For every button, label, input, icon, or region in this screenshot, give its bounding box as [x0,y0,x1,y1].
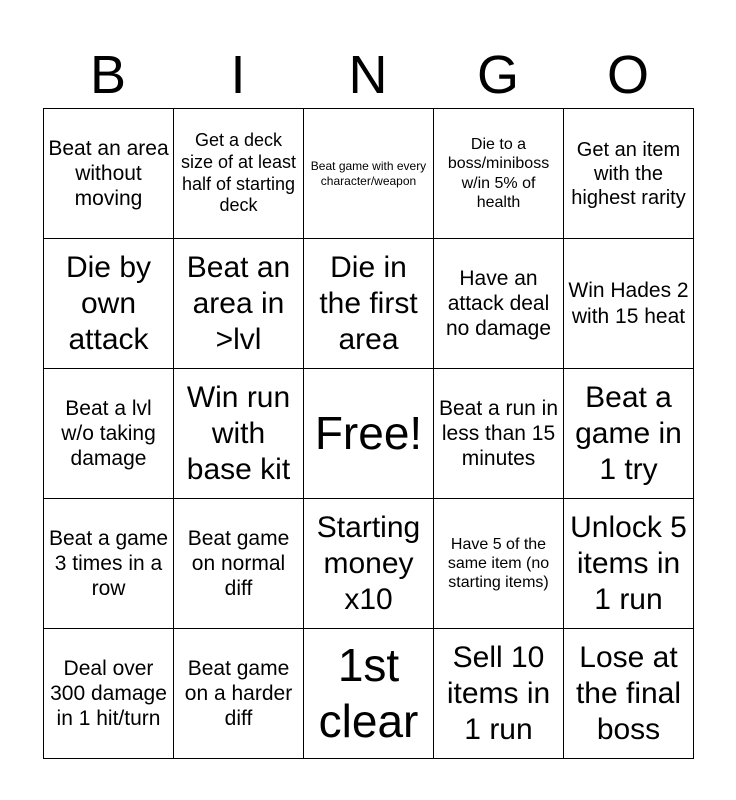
bingo-cell[interactable]: Beat a run in less than 15 minutes [434,369,564,499]
bingo-cell[interactable]: Lose at the final boss [564,629,694,759]
bingo-cell[interactable]: Deal over 300 damage in 1 hit/turn [44,629,174,759]
bingo-header [43,44,693,106]
bingo-cell[interactable]: Beat game on a harder diff [174,629,304,759]
bingo-cell[interactable]: Sell 10 items in 1 run [434,629,564,759]
bingo-row [44,369,694,499]
bingo-row [44,629,694,759]
bingo-cell[interactable]: Get an item with the highest rarity [564,109,694,239]
bingo-cell[interactable]: Beat game with every character/weapon [304,109,434,239]
bingo-cell[interactable]: Starting money x10 [304,499,434,629]
header-letter-n: N [348,45,388,105]
bingo-cell[interactable]: Have an attack deal no damage [434,239,564,369]
bingo-cell[interactable]: Beat game on normal diff [174,499,304,629]
bingo-cell[interactable]: Beat a game in 1 try [564,369,694,499]
bingo-cell[interactable]: Get a deck size of at least half of starting deck [174,109,304,239]
header-letter-o: O [606,45,649,105]
bingo-row [44,109,694,239]
header-letter-b: B [89,45,127,105]
bingo-row [44,499,694,629]
bingo-cell[interactable]: Die in the first area [304,239,434,369]
bingo-cell[interactable]: Win run with base kit [174,369,304,499]
bingo-cell[interactable]: 1st clear [304,629,434,759]
bingo-cell[interactable]: Die by own attack [44,239,174,369]
bingo-cell[interactable]: Free! [304,369,434,499]
bingo-cell[interactable]: Beat a game 3 times in a row [44,499,174,629]
bingo-cell[interactable]: Beat an area in >lvl [174,239,304,369]
bingo-grid [43,108,694,759]
bingo-row [44,239,694,369]
header-letter-i: I [230,45,246,105]
bingo-cell[interactable]: Win Hades 2 with 15 heat [564,239,694,369]
header-letter-g: G [476,45,519,105]
bingo-cell[interactable]: Unlock 5 items in 1 run [564,499,694,629]
bingo-cell[interactable]: Beat a lvl w/o taking damage [44,369,174,499]
bingo-cell[interactable]: Have 5 of the same item (no starting items) [434,499,564,629]
bingo-cell[interactable]: Beat an area without moving [44,109,174,239]
bingo-cell[interactable]: Die to a boss/miniboss w/in 5% of health [434,109,564,239]
